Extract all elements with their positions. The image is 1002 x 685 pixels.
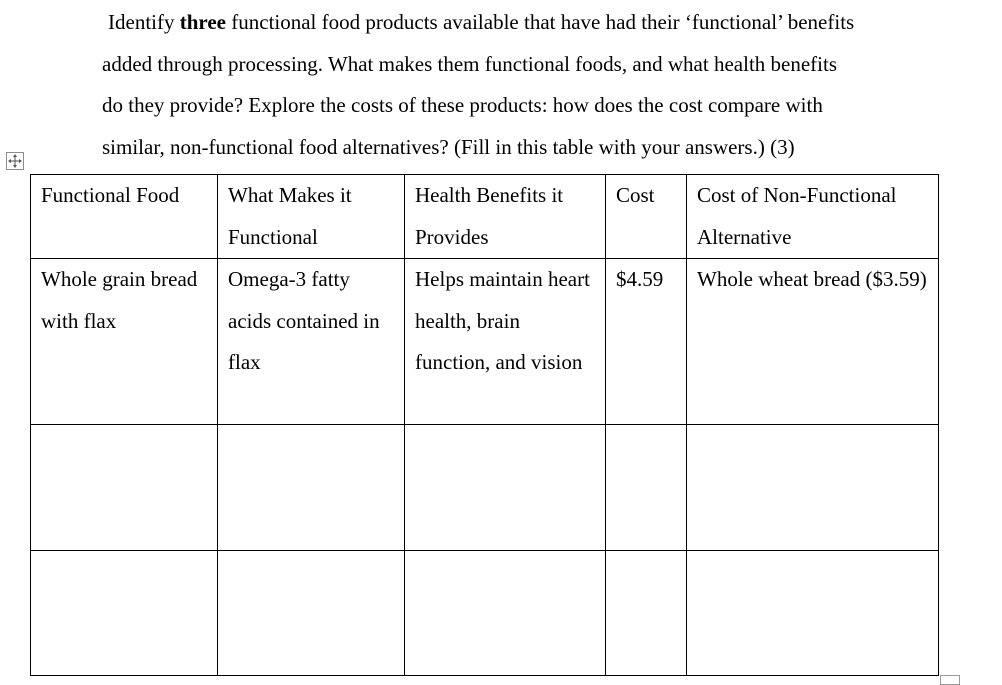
- header-cost-non-functional[interactable]: Cost of Non-Functional Alternative: [687, 175, 939, 259]
- cell-cost-non-functional[interactable]: [687, 551, 939, 676]
- question-line-1-start: Identify: [108, 10, 180, 34]
- table-row: [31, 551, 939, 676]
- question-line-1: [102, 2, 982, 44]
- header-functional-food[interactable]: Functional Food: [31, 175, 218, 259]
- cell-cost[interactable]: [606, 425, 687, 551]
- cell-what-makes-it-functional[interactable]: [218, 551, 405, 676]
- table-move-handle-icon[interactable]: [6, 152, 24, 170]
- four-arrow-move-icon: [7, 153, 23, 169]
- question-line-1-end: functional food products available that have had their ‘functional’ benefits: [226, 10, 855, 34]
- question-emphasis: three: [179, 10, 226, 34]
- cell-health-benefits[interactable]: [405, 425, 606, 551]
- question-line-2: added through processing. What makes them functional foods, and what health benefits: [102, 51, 837, 76]
- cell-functional-food[interactable]: Whole grain bread with flax: [31, 259, 218, 425]
- cell-cost[interactable]: $4.59: [606, 259, 687, 425]
- question-text: [102, 2, 982, 168]
- header-what-makes-it-functional[interactable]: What Makes it Functional: [218, 175, 405, 259]
- table-row: [31, 425, 939, 551]
- cell-what-makes-it-functional[interactable]: [218, 425, 405, 551]
- cell-cost-non-functional[interactable]: Whole wheat bread ($3.59): [687, 259, 939, 425]
- question-line-4: similar, non-functional food alternatives? (Fill in this table with your answers.) (3): [102, 134, 795, 159]
- cell-health-benefits[interactable]: Helps maintain heart health, brain function, and vision: [405, 259, 606, 425]
- table-row: [31, 259, 939, 425]
- cell-what-makes-it-functional[interactable]: Omega-3 fatty acids contained in flax: [218, 259, 405, 425]
- table-header-row: [31, 175, 939, 259]
- cell-functional-food[interactable]: [31, 551, 218, 676]
- table-resize-handle[interactable]: [940, 675, 960, 685]
- cell-cost-non-functional[interactable]: [687, 425, 939, 551]
- cell-cost[interactable]: [606, 551, 687, 676]
- header-health-benefits[interactable]: Health Benefits it Provides: [405, 175, 606, 259]
- question-line-3: do they provide? Explore the costs of these products: how does the cost compare with: [102, 93, 823, 118]
- header-cost[interactable]: Cost: [606, 175, 687, 259]
- cell-health-benefits[interactable]: [405, 551, 606, 676]
- cell-functional-food[interactable]: [31, 425, 218, 551]
- answers-table: [30, 174, 939, 676]
